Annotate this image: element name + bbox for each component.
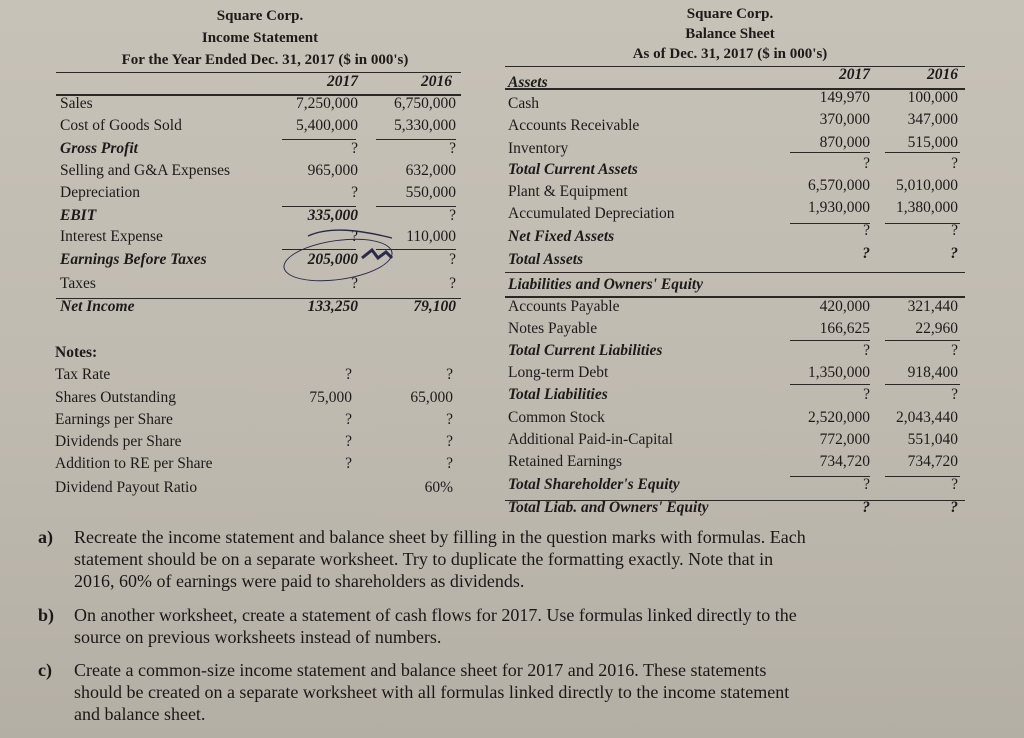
- bs-liab-2017: ?: [863, 476, 870, 493]
- is-row-label: Interest Expense: [60, 228, 163, 245]
- is-row-2017: ?: [351, 228, 358, 245]
- is-row-2017: ?: [351, 275, 358, 292]
- question-line: Recreate the income statement and balance sheet by filling in the question marks with formulas. Each: [74, 527, 806, 547]
- is-row-label: Cost of Goods Sold: [60, 117, 182, 134]
- bs-asset-2016: 1,380,000: [896, 199, 958, 216]
- is-row-label: Earnings Before Taxes: [60, 251, 207, 268]
- question-line: Create a common-size income statement and balance sheet for 2017 and 2016. These statements: [74, 660, 767, 680]
- is-row-label: Gross Profit: [60, 140, 138, 157]
- bs-asset-2017: 370,000: [819, 111, 870, 128]
- handwritten-scribble-annotation: [300, 224, 450, 274]
- note-2016: ?: [446, 433, 453, 450]
- bs-liab-2017: 734,720: [819, 453, 870, 470]
- note-2017: ?: [345, 366, 352, 383]
- bs-asset-2016: ?: [951, 222, 958, 239]
- is-row-2016: 6,750,000: [394, 95, 456, 112]
- bs-asset-label: Total Current Assets: [508, 161, 638, 178]
- bs-asset-label: Inventory: [508, 140, 569, 157]
- note-2017: ?: [345, 433, 352, 450]
- bs-liab-2016: ?: [951, 476, 958, 493]
- bs-liab-2017: 2,520,000: [808, 409, 870, 426]
- bs-liab-label: Accounts Payable: [508, 298, 620, 315]
- is-row-2017: ?: [351, 184, 358, 201]
- bs-liab-label: Common Stock: [508, 409, 605, 426]
- question-line: statement should be on a separate worksheet. Try to duplicate the formatting exactly. Note that in: [74, 549, 774, 569]
- bs-liab-label: Total Liabilities: [508, 386, 608, 403]
- note-label: Addition to RE per Share: [55, 455, 213, 472]
- question-line: On another worksheet, create a statement of cash flows for 2017. Use formulas linked directly to the: [74, 605, 797, 625]
- bs-liab-label: Long-term Debt: [508, 364, 609, 381]
- is-row-2017: 5,400,000: [296, 117, 358, 134]
- bs-liab-2017: 420,000: [819, 298, 870, 315]
- bs-statement-title: Balance Sheet: [685, 26, 775, 42]
- question-label: b): [38, 605, 55, 625]
- bs-asset-2017: 149,970: [819, 89, 870, 106]
- bs-asset-2016: 515,000: [907, 134, 958, 151]
- bs-year-2017: 2017: [839, 66, 870, 83]
- note-label: Dividend Payout Ratio: [55, 479, 198, 496]
- notes-title: Notes:: [55, 344, 98, 361]
- is-statement-title: Income Statement: [201, 30, 319, 46]
- note-2017: 75,000: [309, 389, 352, 406]
- bs-liab-label: Total Current Liabilities: [508, 342, 663, 359]
- is-row-label: Sales: [60, 95, 93, 112]
- is-row-label: Net Income: [60, 298, 135, 315]
- note-2016: ?: [446, 366, 453, 383]
- bs-asset-2017: ?: [863, 222, 870, 239]
- is-row-2016: 79,100: [413, 298, 456, 315]
- question-line: source on previous worksheets instead of numbers.: [74, 627, 442, 647]
- note-label: Tax Rate: [55, 366, 111, 383]
- bs-asset-label: Accounts Receivable: [508, 117, 640, 134]
- bs-liab-2016: 734,720: [907, 453, 958, 470]
- bs-liab-2016: ?: [950, 499, 958, 516]
- is-row-label: EBIT: [60, 207, 97, 224]
- bs-liab-2016: 2,043,440: [896, 409, 958, 426]
- bs-asset-label: Cash: [508, 95, 539, 112]
- is-company-title: Square Corp.: [216, 8, 304, 24]
- question-line: and balance sheet.: [74, 704, 206, 724]
- question-label: c): [38, 660, 52, 680]
- bs-liab-2017: ?: [863, 342, 870, 359]
- is-row-2016: ?: [449, 207, 456, 224]
- bs-year-2016: 2016: [927, 66, 958, 83]
- is-row-2017: 205,000: [307, 251, 358, 268]
- bs-asset-label: Accumulated Depreciation: [508, 205, 675, 222]
- note-label: Dividends per Share: [55, 433, 182, 450]
- bs-liab-2017: ?: [862, 499, 870, 516]
- is-year-2017: 2017: [327, 73, 358, 90]
- is-row-label: Taxes: [60, 275, 96, 292]
- bs-liab-2016: ?: [951, 386, 958, 403]
- bs-liab-2016: 918,400: [907, 364, 958, 381]
- bs-liab-label: Total Liab. and Owners' Equity: [508, 499, 709, 516]
- is-row-2016: 632,000: [405, 162, 456, 179]
- bs-asset-label: Total Assets: [508, 251, 584, 268]
- bs-asset-2017: ?: [862, 245, 870, 262]
- is-row-2016: 5,330,000: [394, 117, 456, 134]
- bs-asset-2017: 1,930,000: [808, 199, 870, 216]
- is-row-2017: ?: [351, 140, 358, 157]
- question-label: a): [38, 527, 53, 547]
- bs-asset-2017: ?: [863, 155, 870, 172]
- bs-asset-2016: 100,000: [907, 89, 958, 106]
- bs-asset-2016: 347,000: [907, 111, 958, 128]
- bs-liab-label: Additional Paid-in-Capital: [508, 431, 673, 448]
- is-row-label: Depreciation: [60, 184, 141, 201]
- is-row-2017: 335,000: [307, 207, 358, 224]
- bs-liab-2016: ?: [951, 342, 958, 359]
- is-row-2016: ?: [449, 275, 456, 292]
- is-row-2017: 965,000: [307, 162, 358, 179]
- bs-liab-2016: 321,440: [907, 298, 958, 315]
- note-2016: 60%: [424, 479, 453, 496]
- note-2016: ?: [446, 455, 453, 472]
- note-2016: 65,000: [410, 389, 453, 406]
- is-period-title: For the Year Ended Dec. 31, 2017 ($ in 000's): [121, 52, 409, 68]
- note-label: Shares Outstanding: [55, 389, 176, 406]
- bs-liab-2017: 1,350,000: [808, 364, 870, 381]
- note-2017: ?: [345, 455, 352, 472]
- bs-liab-header: Liabilities and Owners' Equity: [508, 276, 704, 293]
- bs-asset-2016: ?: [951, 155, 958, 172]
- question-line: should be created on a separate worksheet with all formulas linked directly to the income statement: [74, 682, 790, 702]
- is-row-2016: 550,000: [405, 184, 456, 201]
- note-2017: ?: [345, 411, 352, 428]
- is-row-2016: 110,000: [406, 228, 456, 245]
- note-label: Earnings per Share: [55, 411, 173, 428]
- bs-asset-2016: ?: [950, 245, 958, 262]
- is-row-2017: 7,250,000: [296, 95, 358, 112]
- bs-asset-2017: 6,570,000: [808, 177, 870, 194]
- bs-asset-2017: 870,000: [819, 134, 870, 151]
- is-row-2016: ?: [449, 251, 456, 268]
- note-2016: ?: [446, 411, 453, 428]
- is-row-2017: 133,250: [307, 298, 358, 315]
- bs-assets-header: Assets: [508, 74, 548, 91]
- bs-liab-2017: ?: [863, 386, 870, 403]
- bs-liab-2017: 166,625: [819, 320, 870, 337]
- bs-liab-label: Retained Earnings: [508, 453, 623, 470]
- bs-liab-label: Total Shareholder's Equity: [508, 476, 680, 493]
- bs-asset-label: Net Fixed Assets: [508, 228, 615, 245]
- bs-company-title: Square Corp.: [686, 6, 774, 22]
- bs-asset-label: Plant & Equipment: [508, 183, 628, 200]
- is-row-2016: ?: [449, 140, 456, 157]
- bs-liab-2017: 772,000: [819, 431, 870, 448]
- question-line: 2016, 60% of earnings were paid to shareholders as dividends.: [74, 571, 525, 591]
- bs-period-title: As of Dec. 31, 2017 ($ in 000's): [632, 46, 828, 62]
- bs-asset-2016: 5,010,000: [896, 177, 958, 194]
- bs-liab-2016: 22,960: [915, 320, 958, 337]
- is-row-label: Selling and G&A Expenses: [60, 162, 231, 179]
- bs-liab-label: Notes Payable: [508, 320, 598, 337]
- bs-liab-2016: 551,040: [907, 431, 958, 448]
- is-year-2016: 2016: [421, 73, 452, 90]
